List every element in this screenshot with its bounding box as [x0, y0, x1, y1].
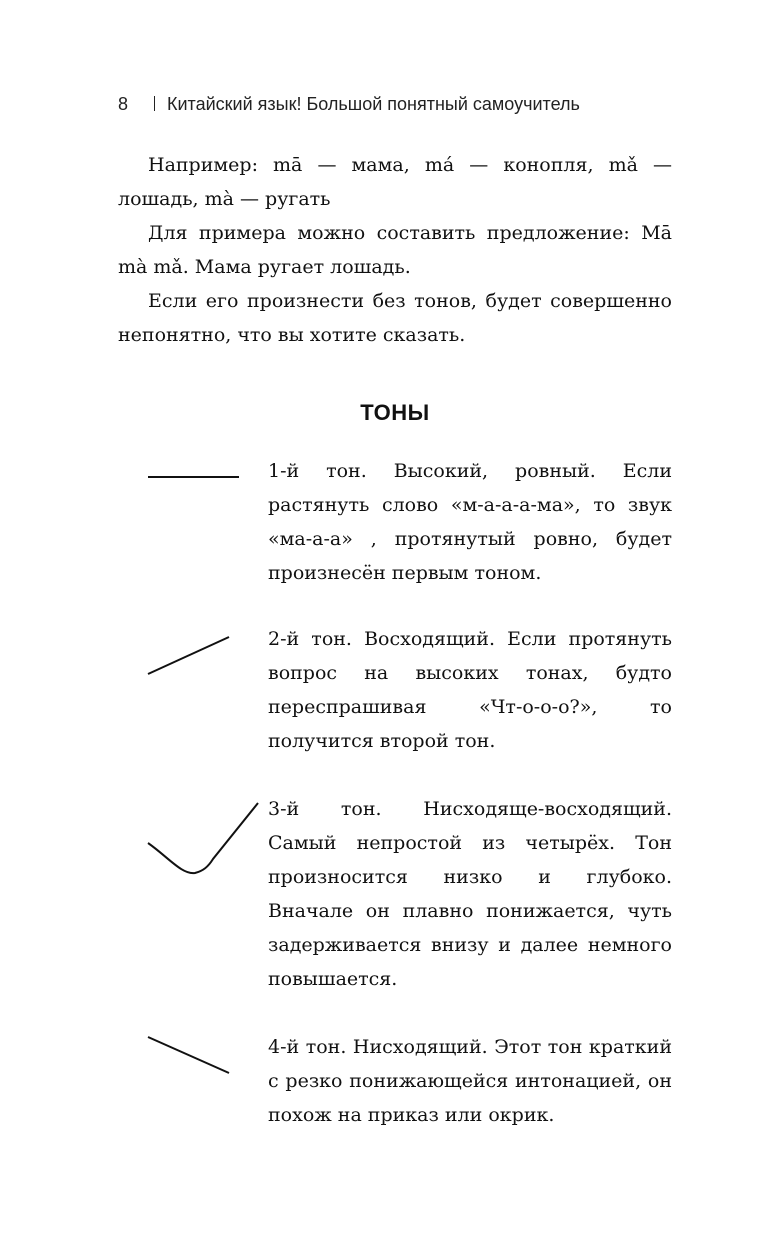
- page-number: 8: [118, 94, 129, 114]
- intro-text: [118, 148, 672, 352]
- tone-3-description: 3-й тон. Нисходяще-восходящий. Самый непростой из четырёх. Тон произносится низко и глубоко. Вначале он плавно понижается, чуть задерживается внизу и далее немного повышается.: [268, 798, 672, 990]
- tone-2-description: 2-й тон. Восходящий. Если протянуть вопрос на высоких тонах, будто переспрашивая «Чт-о-о-о?», то получится второй тон.: [268, 628, 672, 752]
- dipping-tone-line-icon: [140, 795, 264, 885]
- book-title: Китайский язык! Большой понятный самоучитель: [167, 94, 580, 114]
- rising-tone-line-icon: [140, 630, 264, 680]
- intro-paragraph-sentence: Для примера можно составить предложение: Mā mà mǎ. Мама ругает лошадь.: [118, 222, 672, 278]
- tone-4-description: 4-й тон. Нисходящий. Этот тон краткий с резко понижающейся интонацией, он похож на приказ или окрик.: [268, 1036, 672, 1126]
- running-head: [118, 94, 580, 115]
- section-title: ТОНЫ: [360, 400, 430, 425]
- intro-paragraph-examples: Например: mā — мама, má — конопля, mǎ — лошадь, mà — ругать: [118, 154, 672, 210]
- intro-paragraph-without-tones: Если его произнести без тонов, будет совершенно непонятно, что вы хотите сказать.: [118, 290, 672, 346]
- header-separator: [154, 96, 155, 111]
- flat-tone-line-icon: [140, 466, 264, 486]
- tone-1-description: 1-й тон. Высокий, ровный. Если растянуть слово «м-а-а-а-ма», то звук «ма-а-а» , протянутый ровно, будет произнесён первым тоном.: [268, 460, 672, 584]
- falling-tone-line-icon: [140, 1030, 264, 1080]
